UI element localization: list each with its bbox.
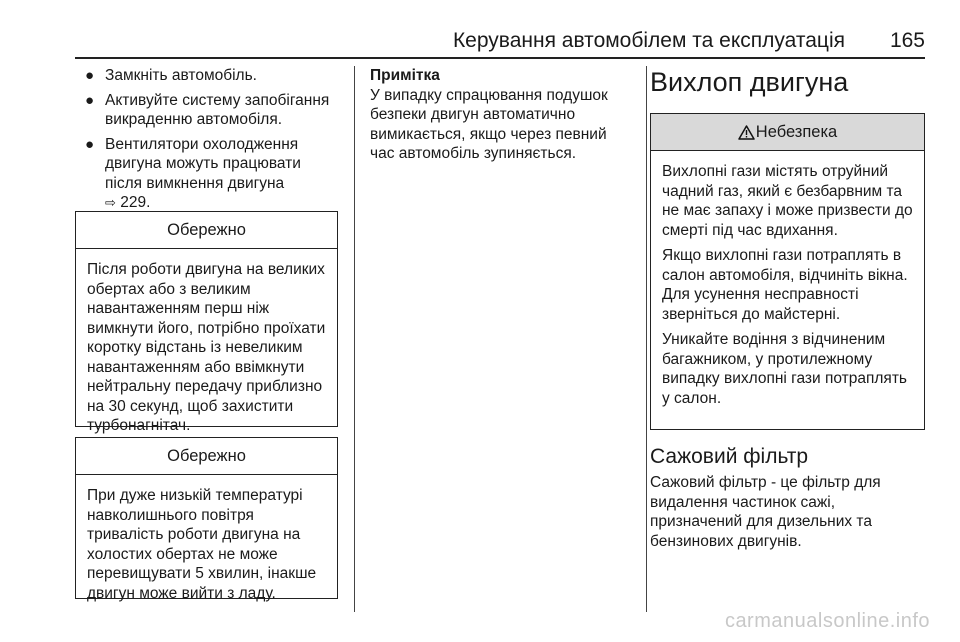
note-label: Примітка [370, 67, 440, 84]
bullet-item [75, 66, 338, 86]
left-column [75, 66, 338, 218]
column-divider-left [354, 66, 355, 612]
danger-paragraph: Вихлопні гази містять отруйний чадний газ, який є безбарвним та не має запаху і може призвести до смерті під час вдихання. [662, 163, 913, 239]
subsection-title: Сажовий фільтр [650, 445, 809, 468]
bullet-text: Вентилятори охолодження двигуна можуть працювати після вимкнення двигуна [105, 135, 301, 192]
caution-box-idle [75, 437, 338, 602]
danger-paragraph: Уникайте водіння з відчиненим багажником, у протилежному випадку вихлопні гази потраплять у салон. [662, 331, 907, 407]
bullet-dot: ● [85, 135, 95, 153]
column-divider-right [646, 66, 647, 612]
bullet-dot: ● [85, 91, 95, 109]
bullet-item [75, 91, 338, 130]
bullet-text: Замкніть автомобіль. [105, 67, 257, 84]
caution-title: Обережно [76, 438, 337, 475]
page-header [75, 26, 925, 56]
warning-triangle-icon [738, 125, 755, 140]
watermark: carmanualsonline.info [724, 610, 930, 632]
caution-text: Після роботи двигуна на великих обертах або з великим навантаженням перш ніж вимкнути його, потрібно проїхати коротку відстань із невеликим навантаженням або ввімкнути нейтральну передачу приблизно на 30 секунд, щоб захистити турбонагнітач. [87, 261, 326, 434]
danger-paragraph: Якщо вихлопні гази потраплять в салон автомобіля, відчиніть вікна. Для усунення несправності зверніться до майстерні. [662, 247, 908, 323]
page-number: 165 [889, 29, 925, 52]
danger-box-exhaust [650, 113, 925, 430]
bullet-text: Активуйте систему запобігання викраденню автомобіля. [105, 91, 330, 128]
bullet-item [75, 135, 338, 213]
bullet-dot: ● [85, 67, 95, 84]
danger-header [651, 114, 924, 151]
note-text: У випадку спрацювання подушок безпеки двигун автоматично вимикається, якщо через певний час автомобіль зупиняється. [370, 86, 608, 162]
caution-text: При дуже низькій температурі навколишнього повітря тривалість роботи двигуна на холостих обертах не може перевищувати 5 хвилин, інакше двигун може вийти з ладу. [87, 487, 317, 602]
caution-box-turbo [75, 211, 338, 434]
subsection-text: Сажовий фільтр - це фільтр для видалення частинок сажі, призначений для дизельних та бензинових двигунів. [650, 474, 881, 550]
header-rule [75, 57, 925, 59]
danger-body [651, 151, 924, 418]
caution-title: Обережно [76, 212, 337, 249]
bullet-list [75, 66, 338, 213]
arrow-right-icon: ⇨ [105, 195, 116, 210]
soot-filter-section [650, 444, 925, 551]
right-column [650, 66, 925, 98]
page-reference-link[interactable]: 229. [120, 194, 151, 211]
middle-column [370, 66, 635, 164]
header-title: Керування автомобілем та експлуатація [452, 29, 845, 52]
danger-title: Небезпека [755, 122, 838, 141]
section-title: Вихлоп двигуна [650, 67, 849, 97]
